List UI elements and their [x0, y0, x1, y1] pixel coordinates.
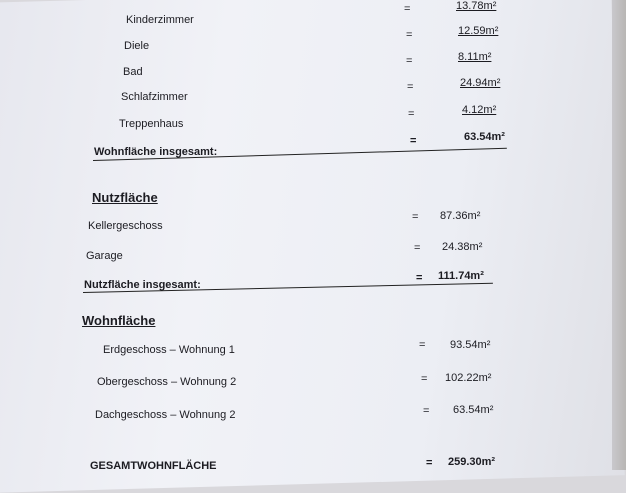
grand-total-label: GESAMTWOHNFLÄCHE — [90, 460, 217, 472]
value-cell: 8.11m² — [458, 51, 492, 63]
area-label: Dachgeschoss – Wohnung 2 — [95, 409, 236, 421]
room-label: Diele — [124, 40, 150, 52]
subtotal-label: Wohnfläche insgesamt: — [94, 146, 218, 158]
room-label: Kinderzimmer — [126, 14, 194, 26]
equals-sign: = — [414, 242, 421, 254]
value-cell: 102.22m² — [445, 372, 492, 384]
value-cell: 4.12m² — [462, 104, 497, 116]
subtotal-label: Nutzfläche insgesamt: — [84, 279, 201, 291]
area-label: Kellergeschoss — [88, 220, 163, 232]
value-cell: 63.54m² — [453, 404, 494, 416]
room-label: Treppenhaus — [119, 118, 184, 130]
value-cell: 93.54m² — [450, 339, 491, 351]
page-edge — [612, 0, 626, 470]
value-cell: 24.38m² — [442, 241, 483, 253]
subtotal-value: 111.74m² — [438, 270, 484, 282]
subtotal-value: 63.54m² — [464, 131, 505, 143]
value-cell: 13.78m² — [456, 0, 497, 12]
room-label: Bad — [123, 66, 143, 78]
value-cell: 24.94m² — [460, 77, 501, 89]
value-cell: 12.59m² — [458, 25, 499, 37]
equals-sign: = — [426, 457, 433, 469]
equals-sign: = — [406, 29, 413, 41]
equals-sign: = — [408, 108, 415, 120]
room-label: Schlafzimmer — [121, 91, 188, 103]
equals-sign: = — [404, 3, 411, 15]
equals-sign: = — [406, 55, 413, 67]
section-heading: Nutzfläche — [92, 190, 158, 205]
value-cell: 87.36m² — [440, 210, 481, 222]
equals-sign: = — [416, 272, 423, 284]
equals-sign: = — [412, 211, 419, 223]
grand-total-value: 259.30m² — [448, 456, 496, 468]
area-label: Obergeschoss – Wohnung 2 — [97, 376, 237, 388]
area-label: Erdgeschoss – Wohnung 1 — [103, 344, 235, 356]
equals-sign: = — [410, 135, 417, 147]
area-label: Garage — [86, 250, 123, 262]
section-heading: Wohnfläche — [82, 313, 156, 328]
equals-sign: = — [421, 373, 428, 385]
equals-sign: = — [423, 405, 430, 417]
equals-sign: = — [419, 339, 426, 351]
equals-sign: = — [407, 81, 414, 93]
